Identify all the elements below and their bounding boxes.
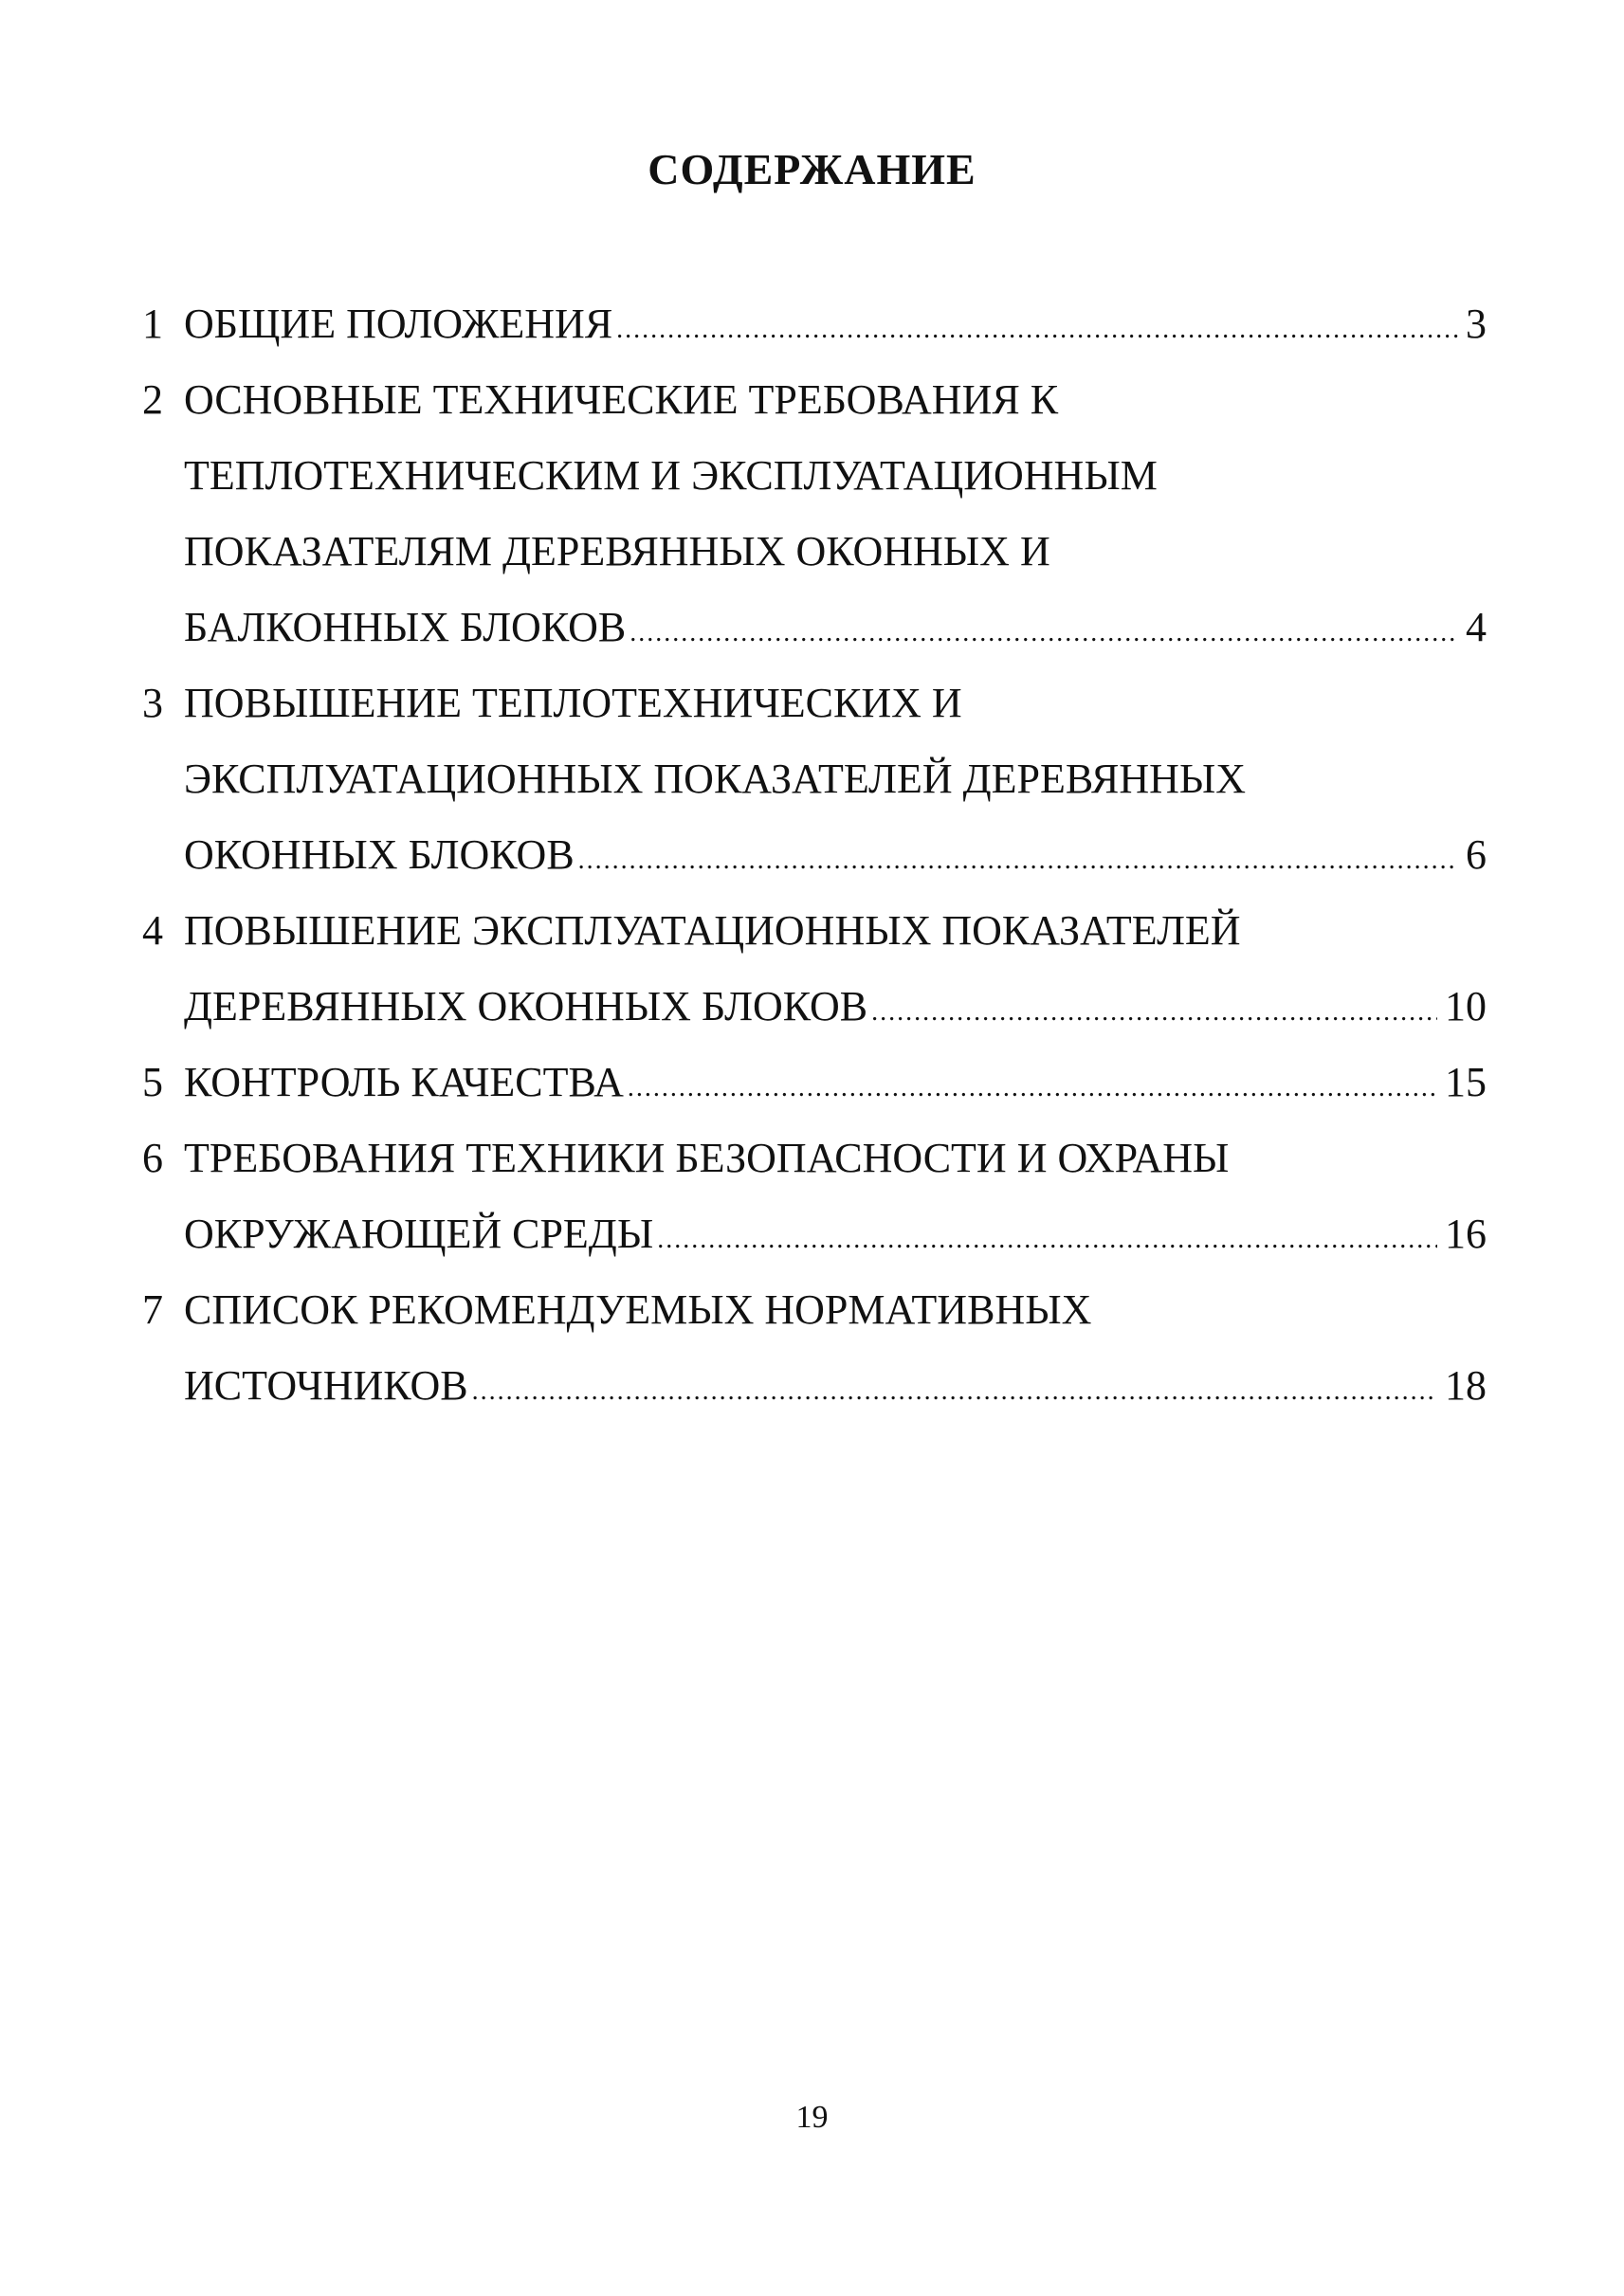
toc-entry-number: 2	[142, 376, 163, 423]
page-number: 19	[795, 2100, 829, 2135]
toc-entry-title: ПОВЫШЕНИЕ ТЕПЛОТЕХНИЧЕСКИХ И	[184, 680, 962, 726]
toc-text-line	[142, 893, 1487, 969]
toc-leader-line	[142, 817, 1487, 893]
toc-page-number: 10	[1445, 983, 1487, 1030]
toc-text-line	[142, 362, 1487, 438]
dot-leader	[628, 1050, 1437, 1126]
toc-entry-3[interactable]	[142, 665, 1487, 893]
toc-page-number: 18	[1445, 1362, 1487, 1409]
toc-entry-number: 3	[142, 680, 163, 726]
dot-leader	[630, 595, 1458, 671]
dot-leader	[657, 1202, 1437, 1278]
toc-leader	[184, 1196, 1487, 1278]
dot-leader	[578, 823, 1458, 899]
toc-leader	[184, 286, 1487, 368]
dot-leader	[472, 1354, 1437, 1430]
toc-entry-title: ПОВЫШЕНИЕ ЭКСПЛУАТАЦИОННЫХ ПОКАЗАТЕЛЕЙ	[184, 907, 1241, 954]
toc-entry-title: СПИСОК РЕКОМЕНДУЕМЫХ НОРМАТИВНЫХ	[184, 1286, 1092, 1333]
toc-leader-line	[142, 1045, 1487, 1121]
toc-text-line	[142, 741, 1487, 817]
toc-entry-title: ОСНОВНЫЕ ТЕХНИЧЕСКИЕ ТРЕБОВАНИЯ К	[184, 376, 1059, 423]
toc-entry-6[interactable]	[142, 1121, 1487, 1272]
toc-leader-line	[142, 1196, 1487, 1272]
toc-entry-1[interactable]	[142, 286, 1487, 362]
toc-page-number: 16	[1445, 1211, 1487, 1257]
toc-leader	[184, 1348, 1487, 1430]
toc-leader	[184, 969, 1487, 1050]
dot-leader	[616, 292, 1458, 368]
toc-text-line	[142, 438, 1487, 514]
toc-leader	[184, 1045, 1487, 1126]
toc-entry-title-end: ДЕРЕВЯННЫХ ОКОННЫХ БЛОКОВ	[184, 969, 867, 1045]
toc-page-number: 4	[1466, 604, 1487, 650]
toc-entry-title: ТРЕБОВАНИЯ ТЕХНИКИ БЕЗОПАСНОСТИ И ОХРАНЫ	[184, 1135, 1230, 1181]
toc-entry-title: ЭКСПЛУАТАЦИОННЫХ ПОКАЗАТЕЛЕЙ ДЕРЕВЯННЫХ	[184, 756, 1247, 802]
table-of-contents	[142, 286, 1487, 1424]
toc-entry-number: 6	[142, 1135, 163, 1181]
toc-text-line	[142, 1272, 1487, 1348]
toc-leader-line	[142, 1348, 1487, 1424]
toc-entry-title-end: ОБЩИЕ ПОЛОЖЕНИЯ	[184, 286, 612, 362]
toc-entry-4[interactable]	[142, 893, 1487, 1045]
toc-entry-2[interactable]	[142, 362, 1487, 665]
toc-entry-number: 5	[142, 1059, 163, 1105]
toc-entry-7[interactable]	[142, 1272, 1487, 1424]
toc-entry-title: ПОКАЗАТЕЛЯМ ДЕРЕВЯННЫХ ОКОННЫХ И	[184, 528, 1050, 574]
toc-leader-line	[142, 590, 1487, 665]
toc-leader	[184, 817, 1487, 899]
toc-leader-line	[142, 286, 1487, 362]
toc-page-number: 6	[1466, 831, 1487, 878]
toc-leader	[184, 590, 1487, 671]
toc-text-line	[142, 665, 1487, 741]
toc-entry-title-end: ИСТОЧНИКОВ	[184, 1348, 468, 1424]
toc-entry-title-end: ОКРУЖАЮЩЕЙ СРЕДЫ	[184, 1196, 653, 1272]
toc-entry-5[interactable]	[142, 1045, 1487, 1121]
toc-page-number: 3	[1466, 301, 1487, 347]
toc-entry-number: 4	[142, 907, 163, 954]
toc-text-line	[142, 1121, 1487, 1196]
dot-leader	[871, 975, 1437, 1050]
toc-entry-number: 1	[142, 301, 163, 347]
toc-entry-title-end: ОКОННЫХ БЛОКОВ	[184, 817, 575, 893]
toc-entry-number: 7	[142, 1286, 163, 1333]
toc-entry-title: ТЕПЛОТЕХНИЧЕСКИМ И ЭКСПЛУАТАЦИОННЫМ	[184, 452, 1158, 499]
toc-page-number: 15	[1445, 1059, 1487, 1105]
toc-text-line	[142, 514, 1487, 590]
toc-entry-title-end: КОНТРОЛЬ КАЧЕСТВА	[184, 1045, 624, 1121]
toc-leader-line	[142, 969, 1487, 1045]
toc-entry-title-end: БАЛКОННЫХ БЛОКОВ	[184, 590, 626, 665]
page-title: СОДЕРЖАНИЕ	[648, 145, 976, 193]
